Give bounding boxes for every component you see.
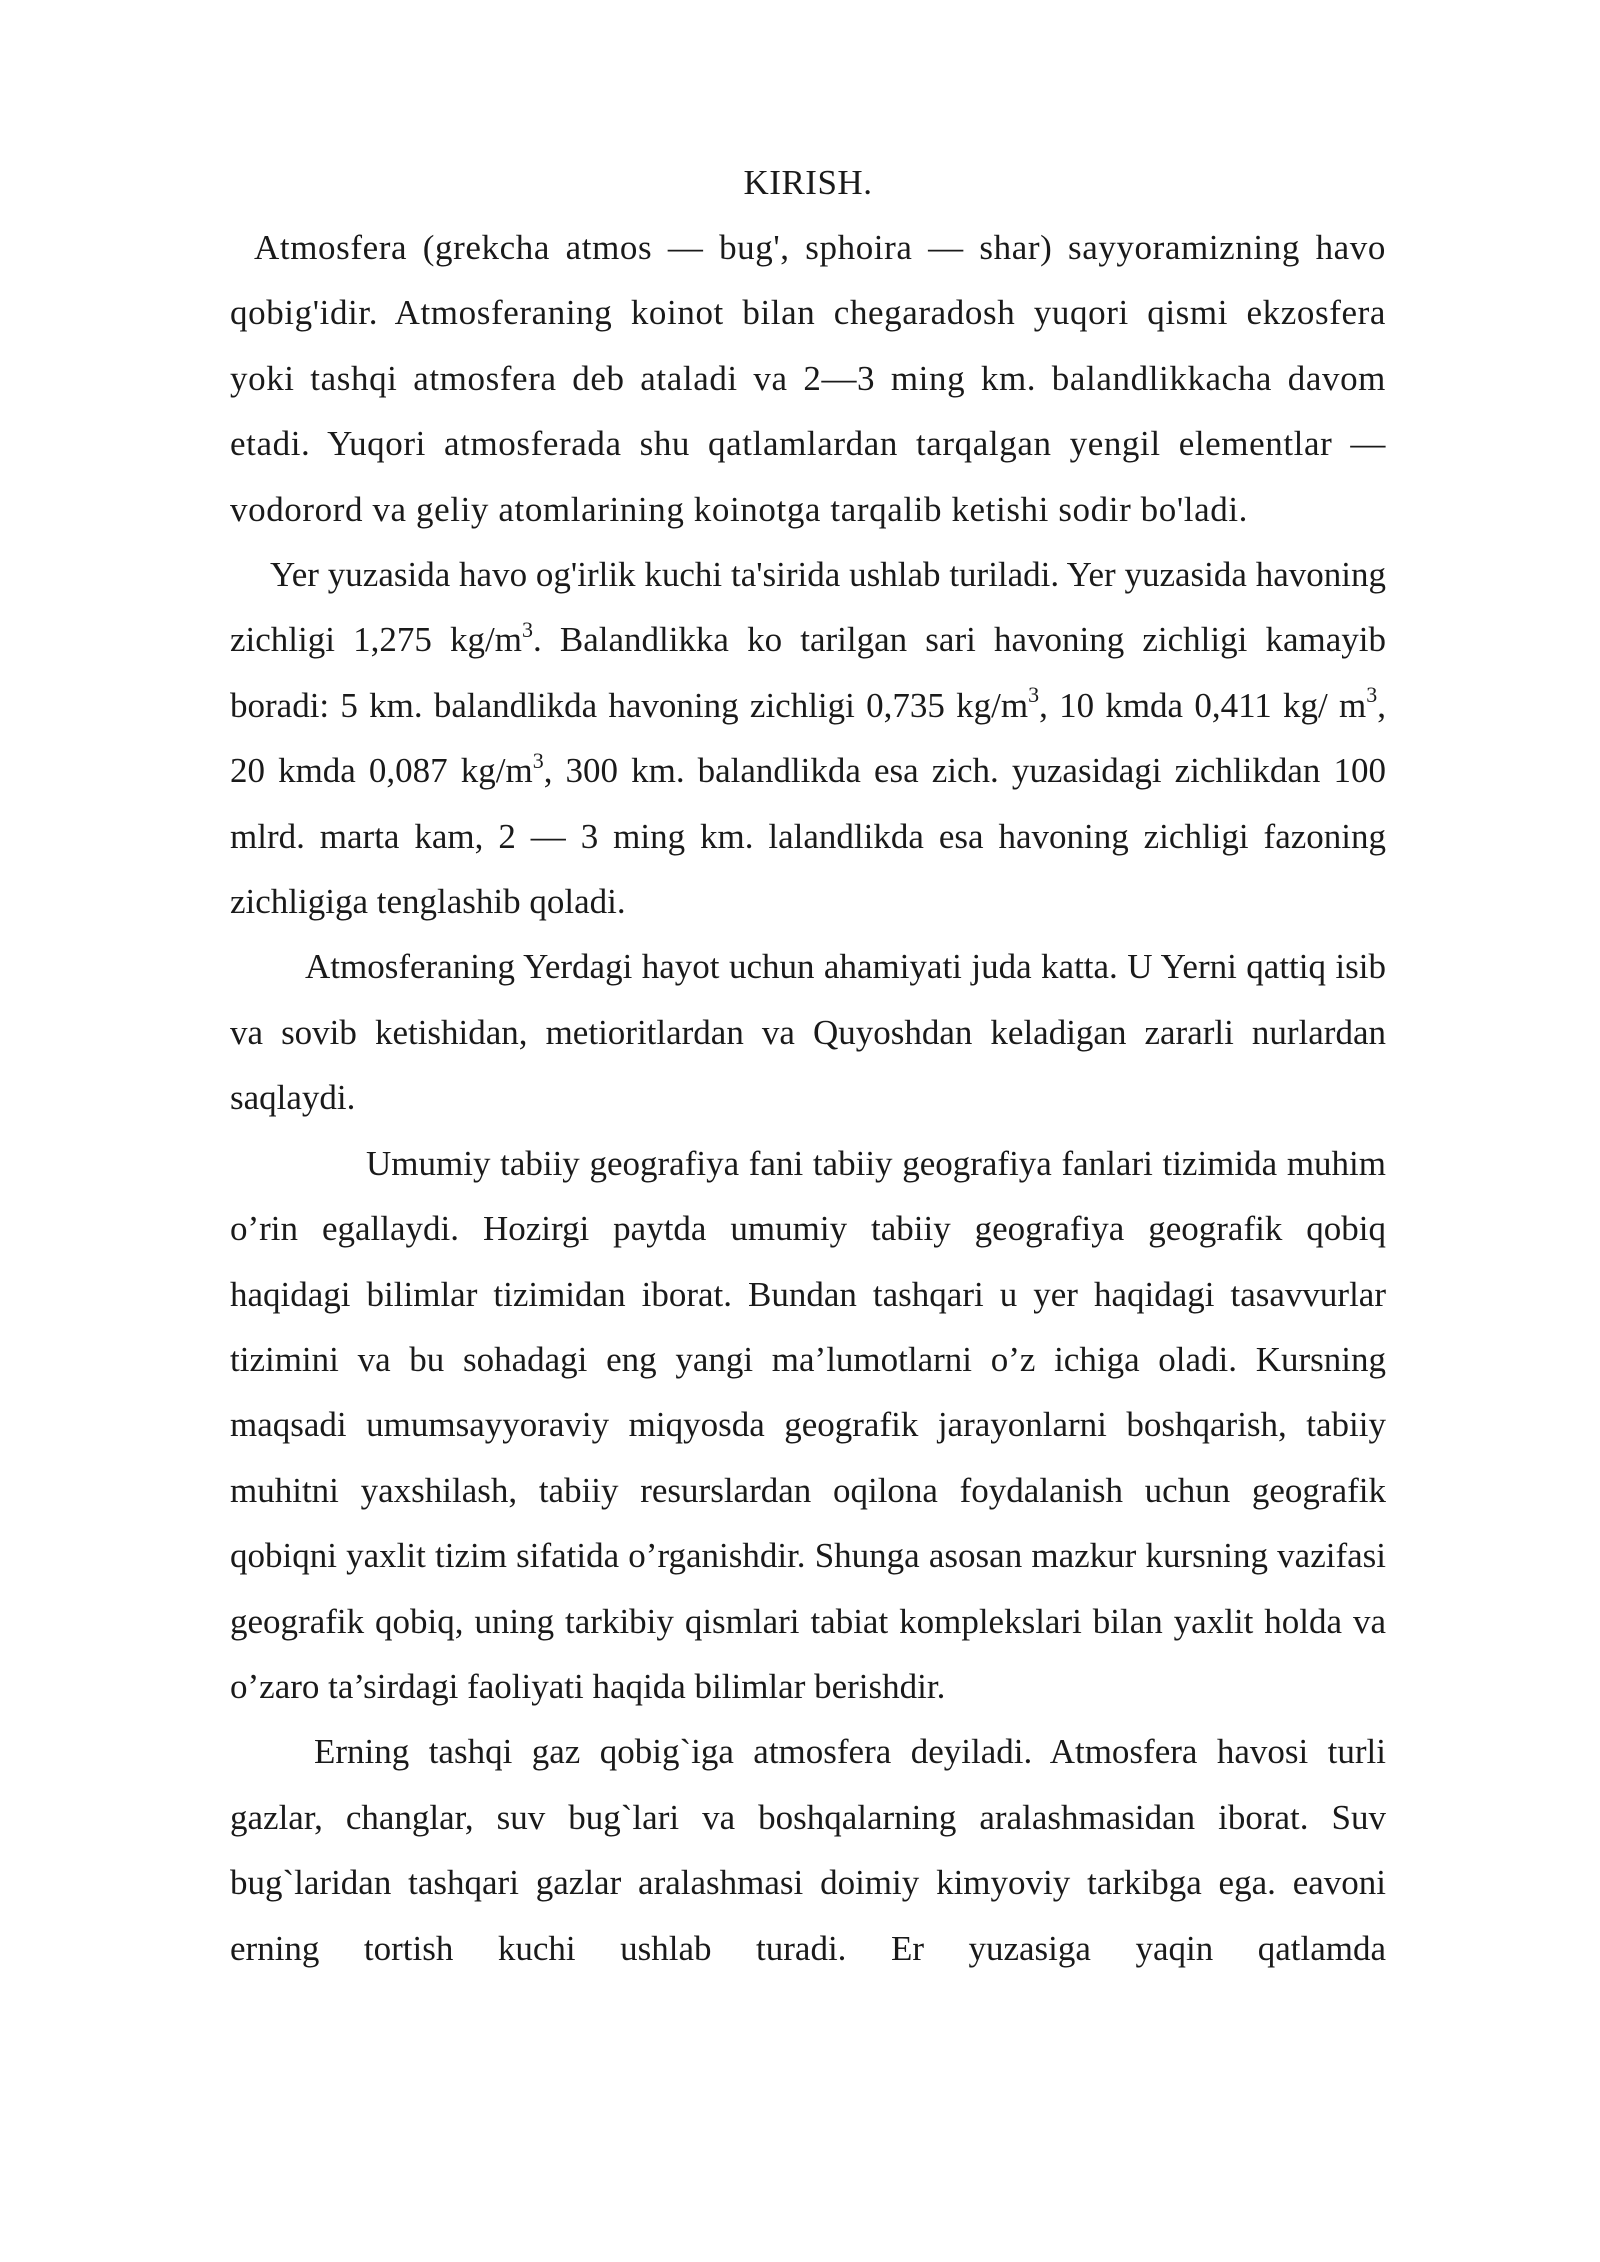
paragraph-text: Atmosferaning Yerdagi hayot uchun ahamiyati juda katta. U Yerni qattiq isib va sovib ketishidan, metioritlardan va Quyoshdan keladigan zararli nurlardan saqlaydi.: [230, 947, 1386, 1118]
document-page: [230, 150, 1386, 1981]
superscript: 3: [1028, 682, 1040, 708]
paragraph-text: Atmosfera (grekcha atmos — bug', sphoira — shar) sayyoramizning havo qobig'idir. Atmosferaning koinot bilan chegaradosh yuqori qismi ekzosfera yoki tashqi atmosfera deb ataladi va 2—3 ming km. balandlikkacha davom etadi. Yuqori atmosferada shu qatlamlardan tarqalgan yengil elementlar — vodorord va geliy atomlarining koinotga tarqalib ketishi sodir bo'ladi.: [230, 228, 1386, 529]
paragraph-text: , 300 km. balandlikda esa zich. yuzasidagi zichlikdan 100 mlrd. marta kam, 2 — 3 ming km. lalandlikda esa havoning zichligi fazoning zichligiga tenglashib qoladi.: [230, 751, 1386, 922]
page-title: KIRISH.: [743, 163, 873, 202]
superscript: 3: [1366, 682, 1378, 708]
superscript: 3: [521, 616, 533, 642]
paragraph-text: , 20 kmda 0,087 kg/m: [230, 685, 1386, 791]
paragraph-text: Yer yuzasida havo og'irlik kuchi ta'sirida ushlab turiladi. Yer yuzasida havoning zichligi 1,275 kg/m: [230, 555, 1386, 660]
paragraph-text: Erning tashqi gaz qobig`iga atmosfera deyiladi. Atmosfera havosi turli gazlar, changlar, suv bug`lari va boshqalarning aralashmasidan iborat. Suv bug`laridan tashqari gazlar aralashmasi doimiy kimyoviy tarkibga ega. eavoni erning tortish kuchi ushlab turadi. Er yuzasiga yaqin qatlamda: [230, 1732, 1386, 1968]
paragraph-general-geography: [230, 1131, 1386, 1720]
paragraph-gas-envelope: [230, 1719, 1386, 1981]
superscript: 3: [532, 747, 544, 773]
paragraph-text: , 10 kmda 0,411 kg/ m: [1039, 685, 1367, 725]
paragraph-air-density: [230, 542, 1386, 934]
paragraph-text: Umumiy tabiiy geografiya fani tabiiy geografiya fanlari tizimida muhim o’rin egallaydi. Hozirgi paytda umumiy tabiiy geografiya geografik qobiq haqidagi bilimlar tizimidan iborat. Bundan tashqari u yer haqidagi tasavvurlar tizimini va bu sohadagi eng yangi ma’lumotlarni o’z ichiga oladi. Kursning maqsadi umumsayyoraviy miqyosda geografik jarayonlarni boshqarish, tabiiy muhitni yaxshilash, tabiiy resurslardan oqilona foydalanish uchun geografik qobiqni yaxlit tizim sifatida o’rganishdir. Shunga asosan mazkur kursning vazifasi geografik qobiq, uning tarkibiy qismlari tabiat komplekslari bilan yaxlit holda va o’zaro ta’sirdagi faoliyati haqida bilimlar berishdir.: [230, 1143, 1386, 1706]
paragraph-text: . Balandlikka ko tarilgan sari havoning zichligi kamayib boradi: 5 km. balandlikda havoning zichligi 0,735 kg/m: [230, 620, 1386, 725]
paragraph-atmosphere-definition: [230, 215, 1386, 542]
paragraph-atmosphere-importance: [230, 934, 1386, 1130]
